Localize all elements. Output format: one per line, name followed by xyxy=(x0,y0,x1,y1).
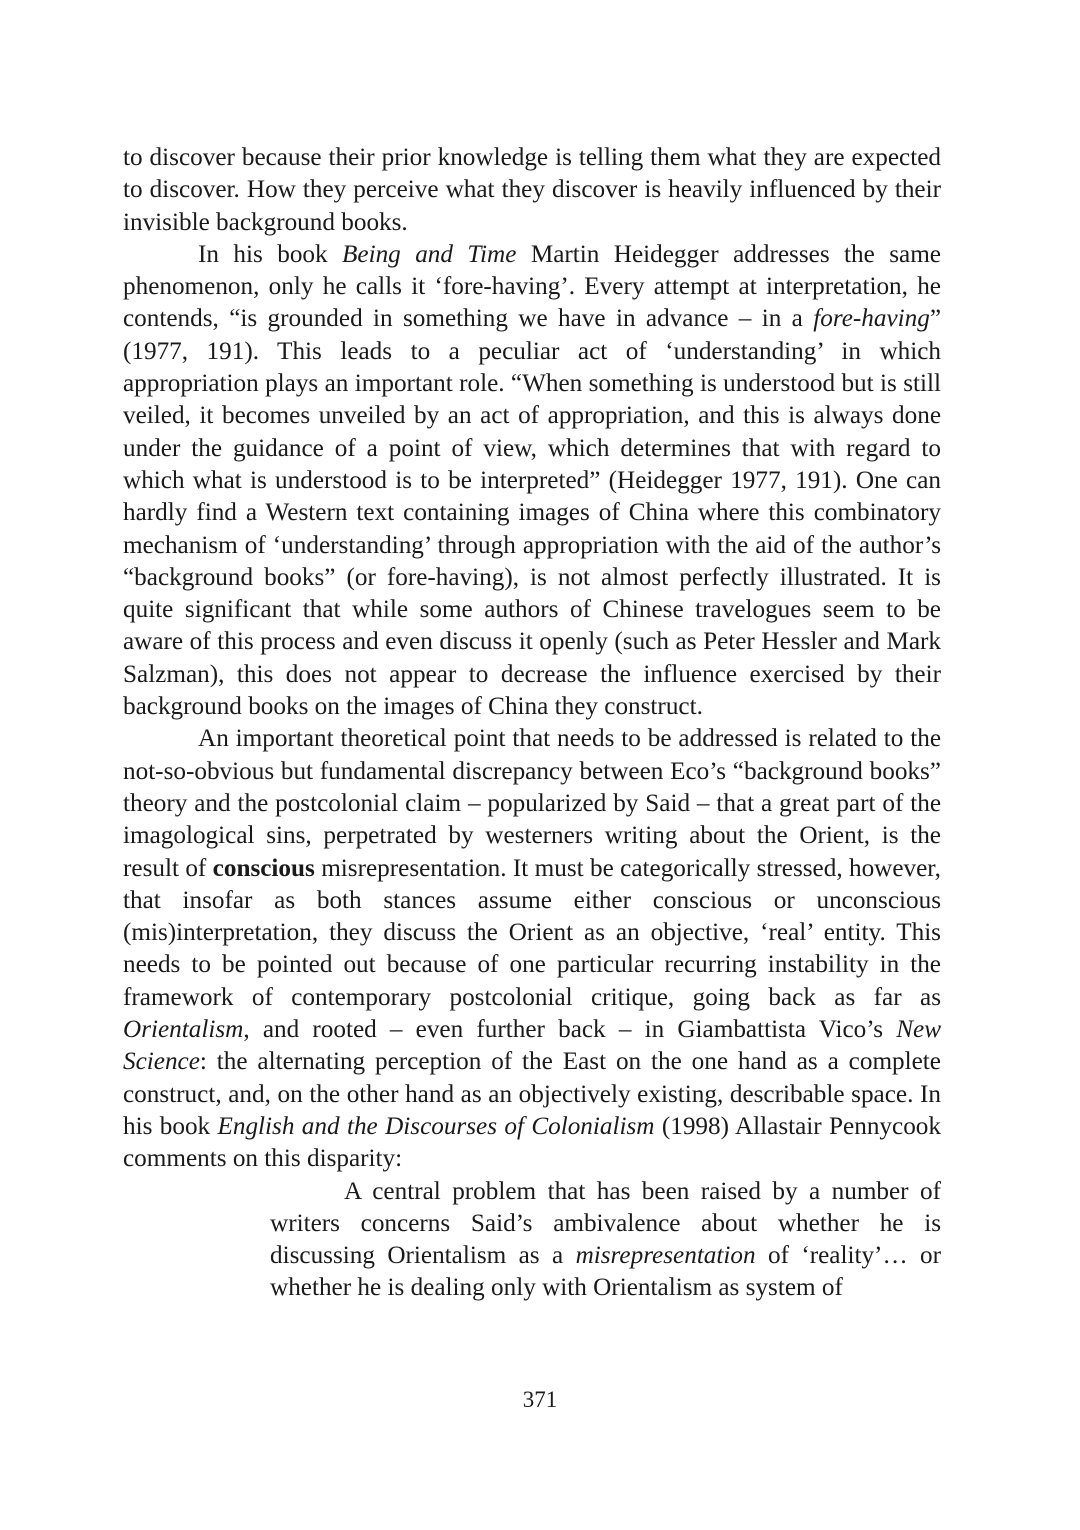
book-title: Orientalism xyxy=(123,1016,244,1044)
text: to discover because their prior knowledge is telling them what they are expected to discover. How they perceive what they discover is heavily influenced by their invisible background books. xyxy=(123,144,941,236)
text: ” (1977, 191). This leads to a peculiar act of ‘understanding’ in which appropriation plays an important role. “When something is understood but is still veiled, it becomes unveiled by an act of appropriation, and this is always done under the guidance of a point of view, which determines that with regard to which what is understood is to be interpreted” (Heidegger 1977, 191). One can hardly find a Western text containing images of China where this combinatory mechanism of ‘understanding’ through appropriation with the aid of the author’s “background books” (or fore-having), is not almost perfectly illustrated. It is quite significant that while some authors of Chinese travelogues seem to be aware of this process and even discuss it openly (such as Peter Hessler and Mark Salzman), this does not appear to decrease the influence exercised by their background books on the images of China they construct. xyxy=(123,305,941,721)
paragraph-2 xyxy=(123,239,941,723)
book-title: Being and Time xyxy=(342,240,517,268)
text: In his book xyxy=(198,240,343,268)
page-number: 371 xyxy=(522,1387,558,1412)
paragraph-3 xyxy=(123,723,941,1175)
text: Martin Heidegger addresses the same phenomenon, only he calls it ‘fore-having’. Every attempt at interpretation, he contends, “is grounded in something we have in advance – in a xyxy=(123,240,941,333)
paragraph-1 xyxy=(123,142,941,239)
page-body xyxy=(123,142,941,1305)
text: of ‘reality’… or whether he is dealing only with Orientalism as system of xyxy=(270,1242,941,1302)
text: An important theoretical point that needs to be addressed is related to the not-so-obvious but fundamental discrepancy between Eco’s “background books” theory and the postcolonial claim – popularized by Said – that a great part of the imagological sins, perpetrated by westerners writing about the Orient, is the result of xyxy=(123,725,941,882)
text: (1998) Allastair Pennycook comments on this disparity: xyxy=(123,1112,941,1173)
text: , and rooted – even further back – in Giambattista Vico’s xyxy=(243,1016,897,1044)
text: misrepresentation. It must be categorically stressed, however, that insofar as both stances assume either conscious or unconscious (mis)interpretation, they discuss the Orient as an objective, ‘real’ entity. This needs to be pointed out because of one particular recurring instability in the framework of contemporary postcolonial critique, going back as far as xyxy=(123,854,941,1011)
book-title: New Science xyxy=(123,1016,941,1076)
text: A central problem that has been raised by a number of writers concerns Said’s ambivalence about whether he is discussing Orientalism as a xyxy=(270,1177,941,1270)
book-title: English and the Discourses of Colonialism xyxy=(217,1112,655,1140)
italic-term: fore-having xyxy=(813,305,930,333)
block-quote xyxy=(270,1176,941,1305)
bold-term: conscious xyxy=(212,854,315,882)
italic-term: misrepresentation xyxy=(575,1242,756,1270)
text: : the alternating perception of the East on the one hand as a complete construct, and, on the other hand as an objectively existing, describable space. In his book xyxy=(123,1048,941,1140)
